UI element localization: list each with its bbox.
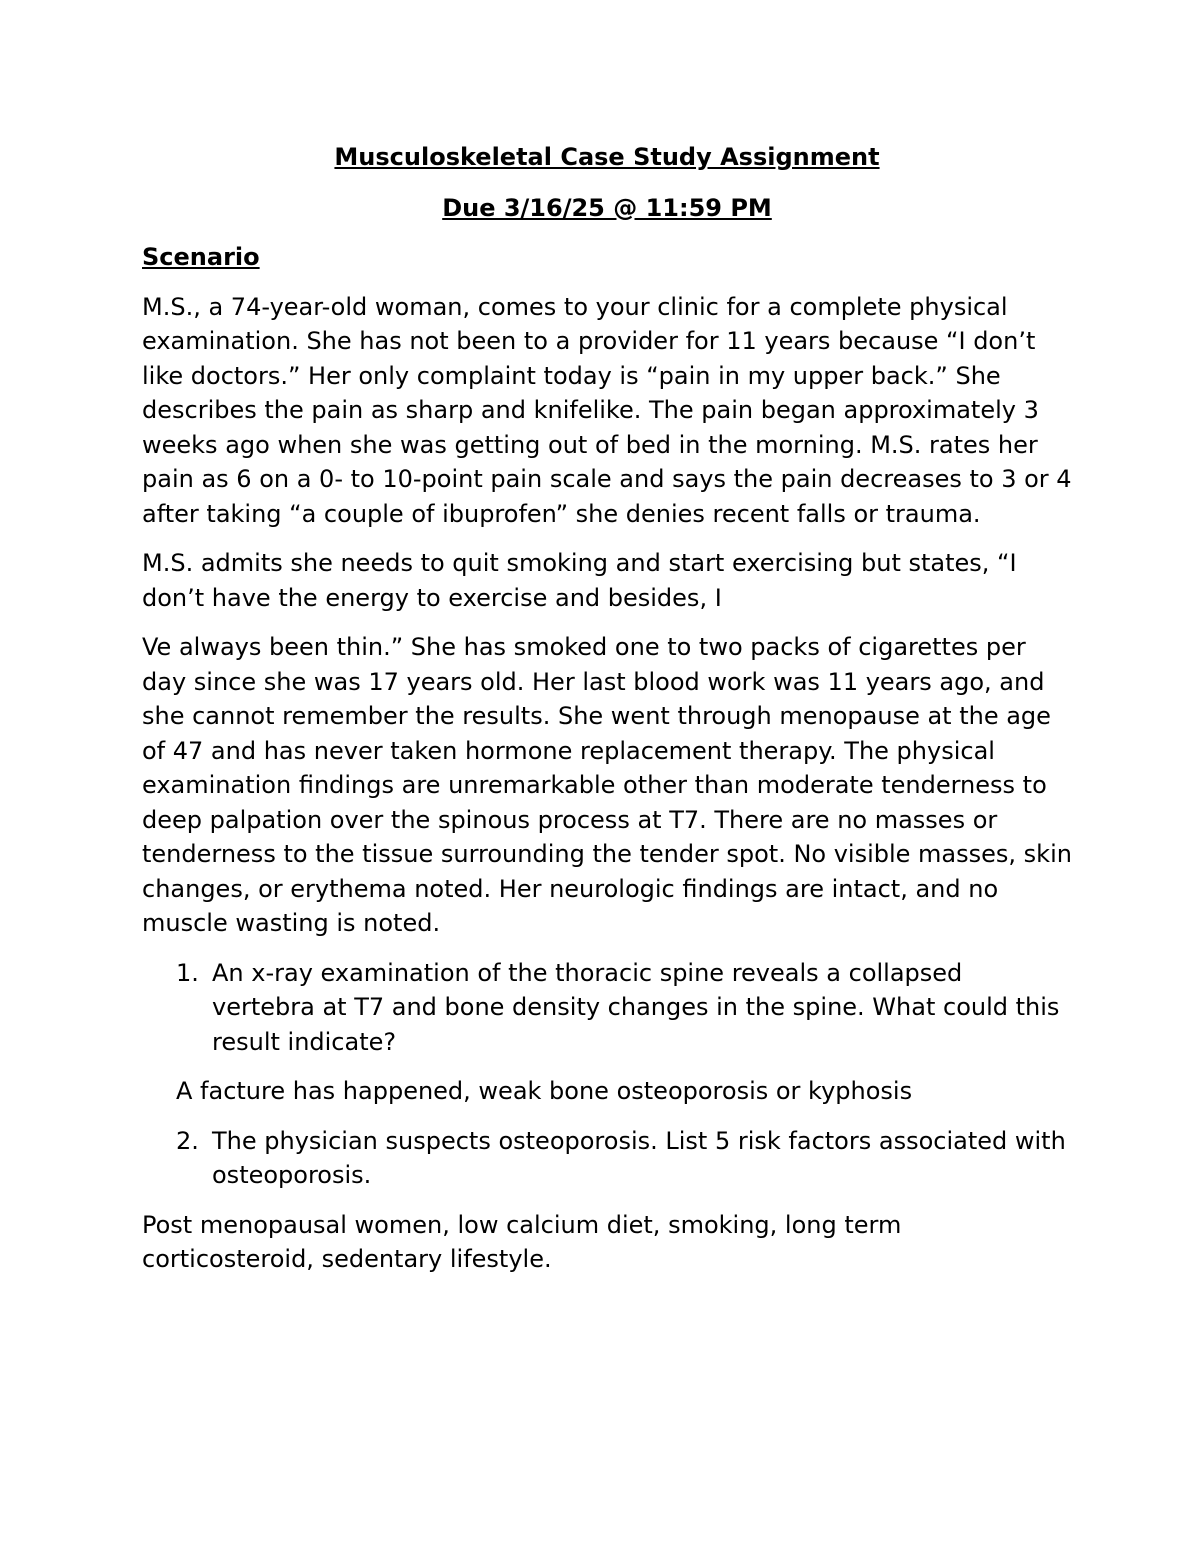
document-page [142, 140, 1072, 1277]
question-list [142, 956, 1072, 1060]
scenario-paragraph-2: M.S. admits she needs to quit smoking and start exercising but states, “I don’t have the energy to exercise and besides, I [142, 549, 1017, 612]
question-2-text: The physician suspects osteoporosis. List 5 risk factors associated with osteoporosis. [212, 1126, 1066, 1189]
scenario-paragraph-1: M.S., a 74-year-old woman, comes to your clinic for a complete physical examination. She has not been to a provider for 11 years because “I don’t like doctors.” Her only complaint today is “pain in my upper back.” She describes the pain as sharp and knifelike. The pain began approximately 3 weeks ago when she was getting out of bed in the morning. M.S. rates her pain as 6 on a 0- to 10-point pain scale and says the pain decreases to 3 or 4 after taking “a couple of ibuprofen” she denies recent falls or trauma. [142, 292, 1072, 528]
answer-2: Post menopausal women, low calcium diet, smoking, long term corticosteroid, sedentary lifestyle. [142, 1210, 902, 1273]
scenario-paragraph-3: Ve always been thin.” She has smoked one to two packs of cigarettes per day since she was 17 years old. Her last blood work was 11 years ago, and she cannot remember the results. She went through menopause at the age of 47 and has never taken hormone replacement therapy. The physical examination findings are unremarkable other than moderate tenderness to deep palpation over the spinous process at T7. There are no masses or tenderness to the tissue surrounding the tender spot. No visible masses, skin changes, or erythema noted. Her neurologic findings are intact, and no muscle wasting is noted. [142, 633, 1072, 937]
question-1-number: 1. [176, 958, 199, 987]
question-1 [176, 956, 1072, 1060]
question-2 [176, 1124, 1072, 1193]
question-list-2 [142, 1124, 1072, 1193]
answer-1: A facture has happened, weak bone osteoporosis or kyphosis [176, 1077, 913, 1105]
due-date: Due 3/16/25 @ 11:59 PM [442, 193, 772, 222]
scenario-heading: Scenario [142, 243, 260, 271]
question-2-number: 2. [176, 1126, 199, 1155]
question-1-text: An x-ray examination of the thoracic spine reveals a collapsed vertebra at T7 and bone density changes in the spine. What could this result indicate? [212, 958, 1060, 1056]
document-title: Musculoskeletal Case Study Assignment [334, 143, 880, 171]
